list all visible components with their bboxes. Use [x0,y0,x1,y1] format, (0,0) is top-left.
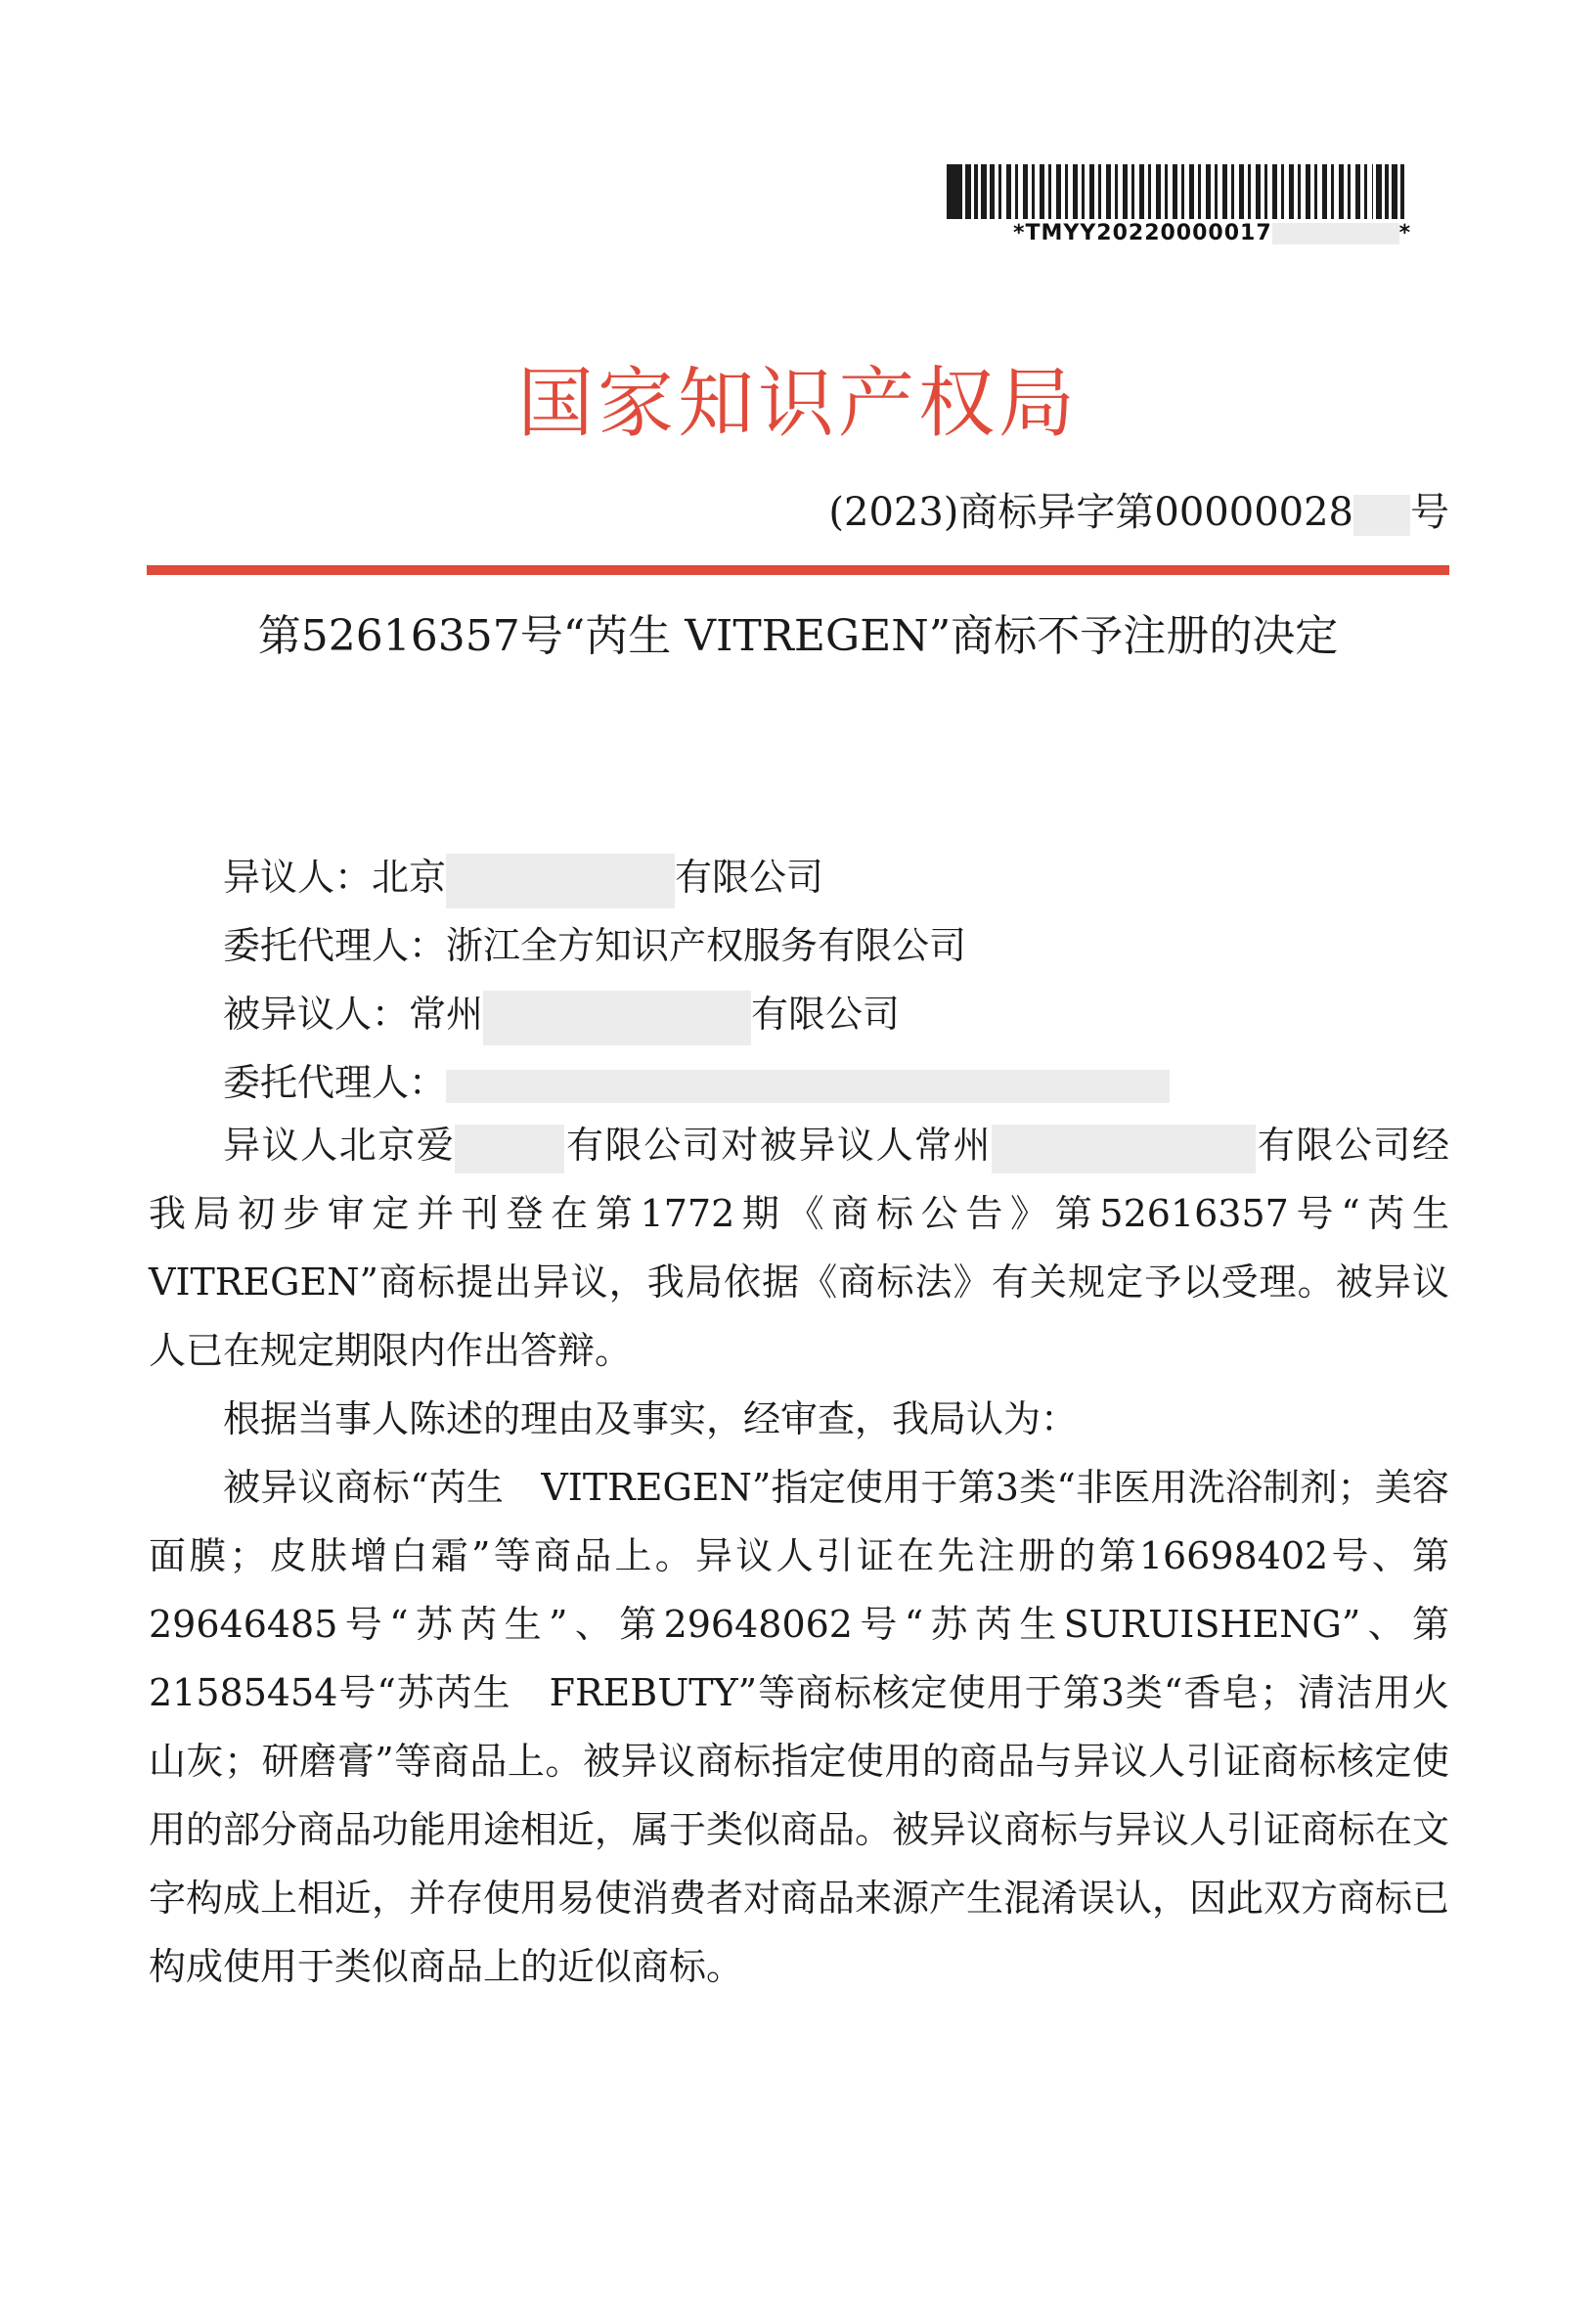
header-divider [147,565,1449,575]
redaction [1272,223,1399,244]
paragraph-text: 有限公司经我局初步审定并刊登在第1772期《商标公告》第52616357号“芮生 VITREGEN”商标提出异议，我局依据《商标法》有关规定予以受理。被异议人已在规定期限内作出答辩。 [149,1124,1449,1372]
barcode-serial [1013,221,1434,245]
redaction [455,1125,564,1173]
barcode-bar [1392,164,1397,219]
paragraph-acceptance [149,1111,1449,1385]
redaction [992,1125,1256,1173]
paragraph-text: 异议人北京爱 [223,1124,456,1167]
barcode-bar [1400,164,1404,219]
barcode-bar [981,164,987,219]
decision-body [149,1111,1449,2001]
office-title: 国家知识产权局 [516,360,1079,448]
redaction [1353,495,1410,536]
document-number-suffix: 号 [1410,490,1449,535]
redaction [446,1070,1170,1103]
respondent-suffix: 有限公司 [751,993,901,1036]
opponent-agent-name: 浙江全方知识产权服务有限公司 [446,924,967,967]
document-number [828,481,1449,537]
barcode-bar [965,164,971,219]
respondent-label: 被异议人：常州 [223,993,484,1036]
decision-title: 第52616357号“芮生 VITREGEN”商标不予注册的决定 [257,611,1339,661]
barcode-serial-suffix: * [1398,221,1412,245]
opponent-label: 异议人：北京 [223,856,447,899]
opponent-row [223,843,1170,911]
document-number-prefix: (2023)商标异字第00000028 [828,490,1353,535]
respondent-row [223,980,1170,1048]
barcode-pattern [990,164,1373,219]
redaction [446,854,675,908]
barcode-bar [974,164,978,219]
paragraph-review-intro: 根据当事人陈述的理由及事实，经审查，我局认为： [223,1397,1079,1440]
barcode-bar [1376,164,1382,219]
barcode-bar [1385,164,1389,219]
opponent-agent-row [223,911,1170,980]
opponent-suffix: 有限公司 [675,856,824,899]
barcode-bar [947,164,962,219]
redaction [483,991,751,1045]
opponent-agent-label: 委托代理人： [223,924,447,967]
paragraph-review-finding: 被异议商标“芮生 VITREGEN”指定使用于第3类“非医用洗浴制剂；美容面膜；皮肤增白霜”等商品上。异议人引证在先注册的第16698402号、第29646485号“苏芮生”、第29648062号“苏芮生SURUISHENG”、第21585454号“苏芮生 FREBUTY”等商标核定使用于第3类“香皂；清洁用火山灰；研磨膏”等商品上。被异议商标指定使用的商品与异议人引证商标核定使用的部分商品功能用途相近，属于类似商品。被异议商标与异议人引证商标在文字构成上相近，并存使用易使消费者对商品来源产生混淆误认，因此双方商标已构成使用于类似商品上的近似商标。 [149,1466,1450,1988]
respondent-agent-label: 委托代理人： [223,1061,447,1104]
barcode [947,164,1404,219]
barcode-serial-prefix: *TMYY20220000017 [1013,221,1272,245]
paragraph-text: 有限公司对被异议人常州 [564,1124,993,1167]
respondent-agent-row [223,1048,1170,1117]
parties-block [223,843,1170,1117]
